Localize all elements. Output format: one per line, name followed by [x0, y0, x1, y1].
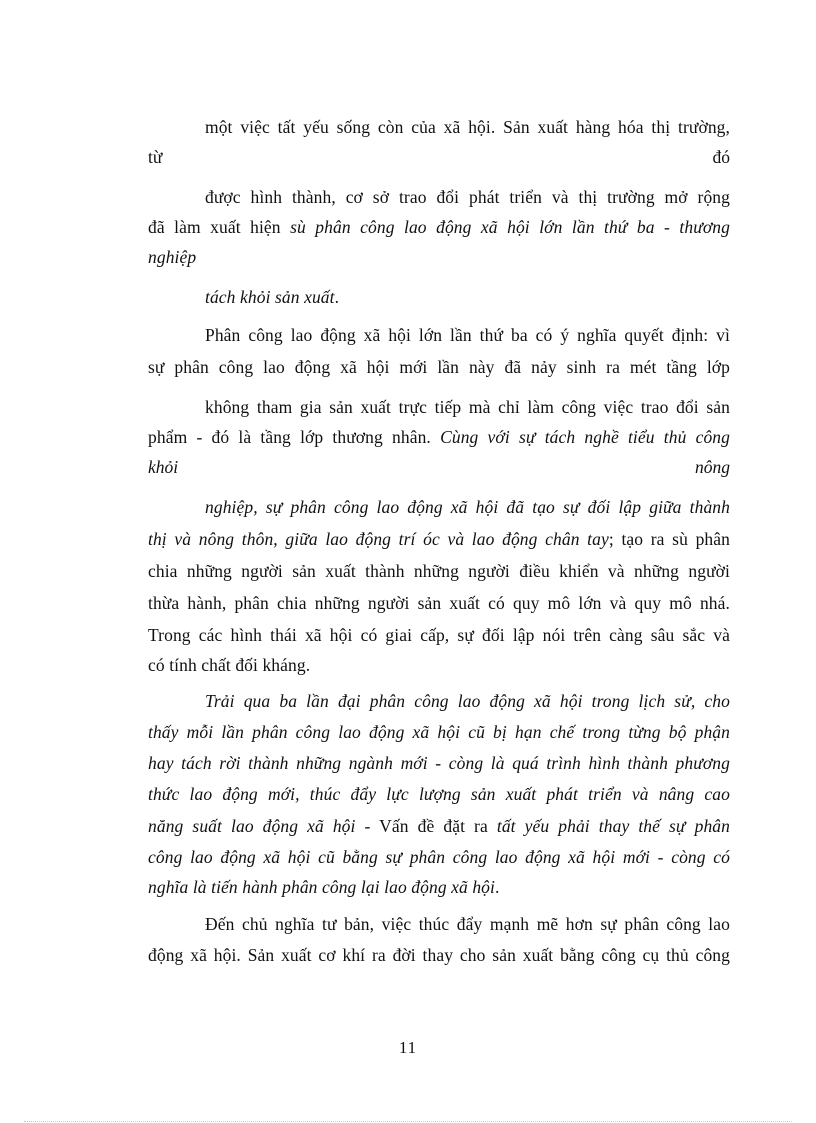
text-line	[148, 456, 730, 478]
text-run: động xã hội. Sản xuất cơ khí ra đời thay cho sản xuất bằng công cụ thủ công	[148, 945, 730, 965]
text-line	[148, 560, 730, 582]
text-line	[205, 913, 730, 935]
text-line	[148, 752, 730, 774]
text-run: ; tạo ra sù phân	[608, 529, 730, 549]
text-run: chia những người sản xuất thành những người điều khiển và những người	[148, 561, 730, 581]
text-line	[148, 356, 730, 378]
text-line	[205, 116, 730, 138]
text-run: sự phân công lao động xã hội mới lần này đã nảy sinh ra mét tầng lớp	[148, 357, 730, 377]
text-line	[205, 396, 730, 418]
text-run: đã làm xuất hiện	[148, 217, 281, 237]
text-line	[148, 876, 730, 898]
text-run: có tính chất đối kháng.	[148, 655, 311, 675]
italic-run: thấy mỗi lần phân công lao động xã hội cũ bị hạn chế trong từng bộ phận	[148, 722, 730, 742]
text-line	[148, 592, 730, 614]
text-run: một việc tất yếu sống còn của xã hội. Sản xuất hàng hóa thị trường,	[205, 117, 730, 137]
text-run: từ	[148, 147, 163, 167]
text-run: thừa hành, phân chia những người sản xuất có quy mô lớn và quy mô nhá.	[148, 593, 730, 613]
text-run: .	[495, 877, 500, 897]
text-line	[148, 783, 730, 805]
text-line	[148, 721, 730, 743]
italic-run: nghiệp	[148, 247, 197, 267]
text-line	[148, 426, 730, 448]
text-run: .	[334, 287, 340, 307]
italic-run: khỏi	[148, 457, 179, 477]
italic-run: Trải qua ba lần đại phân công lao động xã hội trong lịch sử, cho	[205, 691, 730, 711]
text-line	[148, 815, 730, 837]
text-run: phẩm - đó là tầng lớp thương nhân.	[148, 427, 431, 447]
text-line	[148, 846, 730, 868]
italic-run: Cùng với sự tách nghề tiểu thủ công	[440, 427, 730, 447]
text-run: Trong các hình thái xã hội có giai cấp, sự đối lập nói trên càng sâu sắc và	[148, 625, 730, 645]
page-number: 11	[398, 1038, 418, 1057]
italic-run: năng suất lao động xã hội	[148, 816, 356, 836]
italic-run: sù phân công lao động xã hội lớn lần thứ ba - thương	[290, 217, 730, 237]
text-line	[148, 624, 730, 646]
text-run: Đến chủ nghĩa tư bản, việc thúc đẩy mạnh mẽ hơn sự phân công lao	[205, 914, 730, 934]
text-line	[148, 528, 730, 550]
text-run: được hình thành, cơ sở trao đổi phát triển và thị trường mở rộng	[205, 187, 730, 207]
text-line	[205, 286, 730, 308]
text-line	[148, 654, 730, 676]
text-line	[148, 944, 730, 966]
text-run: đó	[712, 147, 730, 167]
text-line	[148, 216, 730, 238]
italic-run: thức lao động mới, thúc đẩy lực lượng sản xuất phát triển và nâng cao	[148, 784, 730, 804]
text-line	[205, 690, 730, 712]
text-line	[148, 246, 730, 268]
italic-run: công lao động xã hội cũ bằng sự phân công lao động xã hội mới - còng có	[148, 847, 730, 867]
text-line	[205, 496, 730, 518]
italic-run: nông	[695, 457, 730, 477]
text-line	[205, 324, 730, 346]
italic-run: tất yếu phải thay thế sự phân	[496, 816, 730, 836]
italic-run: hay tách rời thành những ngành mới - còng là quá trình hình thành phương	[148, 753, 730, 773]
italic-run: nghĩa là tiến hành phân công lại lao động xã hội	[148, 877, 495, 897]
text-line	[205, 186, 730, 208]
text-run: Phân công lao động xã hội lớn lần thứ ba có ý nghĩa quyết định: vì	[205, 325, 730, 345]
text-line	[148, 146, 730, 168]
page-bottom-divider	[24, 1121, 792, 1122]
text-run: - Vấn đề đặt ra	[355, 816, 497, 836]
italic-run: tách khỏi sản xuất	[205, 287, 335, 307]
text-run: không tham gia sản xuất trực tiếp mà chỉ làm công việc trao đổi sản	[205, 397, 730, 417]
italic-run: nghiệp, sự phân công lao động xã hội đã tạo sự đối lập giữa thành	[205, 497, 730, 517]
italic-run: thị và nông thôn, giữa lao động trí óc và lao động chân tay	[148, 529, 609, 549]
